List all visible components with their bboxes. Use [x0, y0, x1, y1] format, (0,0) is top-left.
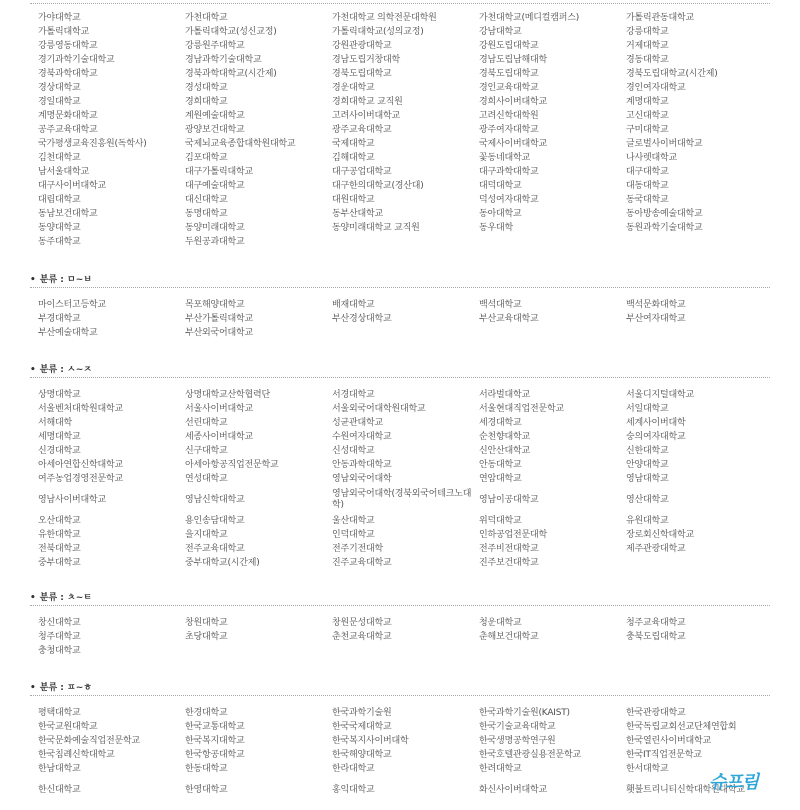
- school-link[interactable]: 용인송담대학교: [185, 516, 245, 526]
- school-link[interactable]: 경동대학교: [626, 55, 669, 65]
- school-link: [626, 326, 773, 340]
- school-row: [38, 67, 778, 81]
- school-link[interactable]: 초당대학교: [185, 632, 228, 642]
- school-link[interactable]: 경운대학교: [332, 83, 375, 93]
- school-link[interactable]: 선린대학교: [185, 418, 228, 428]
- school-link[interactable]: 경희대학교: [185, 97, 228, 107]
- school-link[interactable]: 한라대학교: [332, 764, 375, 774]
- school-link[interactable]: 연암대학교: [479, 474, 522, 484]
- school-row: [38, 630, 778, 644]
- school-link[interactable]: 대구대학교: [626, 167, 669, 177]
- section-prefix: 분류: [39, 275, 58, 285]
- school-link[interactable]: 나사렛대학교: [626, 153, 677, 163]
- school-row: [38, 416, 778, 430]
- school-row: [38, 109, 778, 123]
- school-link[interactable]: 덕성여자대학교: [479, 195, 539, 205]
- school-link[interactable]: 한국해양대학교: [332, 750, 392, 760]
- section-group-4: [38, 616, 778, 658]
- school-link[interactable]: 김천대학교: [38, 153, 81, 163]
- school-link[interactable]: 중부대학교(시간제): [185, 558, 260, 568]
- school-link[interactable]: 가천대학교(메디컬캠퍼스): [479, 13, 580, 23]
- school-row: [38, 776, 778, 804]
- school-row: [38, 616, 778, 630]
- school-row: [38, 458, 778, 472]
- school-link[interactable]: 광주여자대학교: [479, 125, 539, 135]
- school-link[interactable]: 전주기전대학: [332, 544, 383, 554]
- school-link[interactable]: 대구사이버대학교: [38, 181, 106, 191]
- section-range: ㅁ~ㅂ: [67, 275, 92, 285]
- school-link[interactable]: 영남외국어대학(경북외국어테크노대학): [332, 489, 472, 510]
- school-link[interactable]: 세종사이버대학교: [185, 432, 253, 442]
- school-link[interactable]: 경북도립대학교(시간제): [626, 69, 718, 79]
- school-link: [185, 644, 332, 658]
- school-link[interactable]: 강원도립대학교: [479, 41, 539, 51]
- school-link[interactable]: 경인여자대학교: [626, 83, 686, 93]
- school-link[interactable]: 안동대학교: [479, 460, 522, 470]
- school-link[interactable]: 화신사이버대학교: [479, 784, 547, 795]
- school-row: [38, 221, 778, 235]
- school-link[interactable]: 장로회신학대학교: [626, 530, 694, 540]
- school-row: [38, 95, 778, 109]
- school-link[interactable]: 한국과학기술원: [332, 708, 392, 718]
- school-link[interactable]: 강남대학교: [479, 27, 522, 37]
- school-row: [38, 193, 778, 207]
- school-link[interactable]: 국제대학교: [332, 139, 375, 149]
- school-link[interactable]: 경남도립거창대학: [332, 55, 400, 65]
- school-link[interactable]: 한경대학교: [185, 708, 228, 718]
- school-link[interactable]: 가야대학교: [38, 13, 81, 23]
- school-row: [38, 312, 778, 326]
- school-link[interactable]: 부경대학교: [38, 314, 81, 324]
- school-link: [626, 556, 773, 570]
- school-link: [479, 644, 626, 658]
- school-link[interactable]: 동우대학: [479, 223, 513, 233]
- school-row: [38, 644, 778, 658]
- school-link[interactable]: 가천대학교 의학전문대학원: [332, 13, 437, 23]
- school-link[interactable]: 서라벌대학교: [479, 390, 530, 400]
- school-link[interactable]: 유한대학교: [38, 530, 81, 540]
- school-row: [38, 402, 778, 416]
- school-link[interactable]: 경성대학교: [185, 83, 228, 93]
- school-link[interactable]: 신성대학교: [332, 446, 375, 456]
- school-link[interactable]: 서해대학: [38, 418, 72, 428]
- school-link[interactable]: 동주대학교: [38, 237, 81, 247]
- school-link[interactable]: 평택대학교: [38, 708, 81, 718]
- school-link[interactable]: 청주대학교: [38, 632, 81, 642]
- school-link[interactable]: 상명대학교산학협력단: [185, 390, 270, 400]
- school-link[interactable]: 경일대학교: [38, 97, 81, 107]
- bullet-icon: •: [30, 365, 36, 375]
- section-range: ㅍ~ㅎ: [67, 683, 92, 693]
- school-link[interactable]: 백석대학교: [479, 300, 522, 310]
- school-link[interactable]: 배재대학교: [332, 300, 375, 310]
- school-link[interactable]: 영남사이버대학교: [38, 494, 106, 505]
- school-link[interactable]: 창신대학교: [38, 618, 81, 628]
- school-row: [38, 556, 778, 570]
- school-link[interactable]: 한국교원대학교: [38, 722, 98, 732]
- school-link[interactable]: 한서대학교: [626, 764, 669, 774]
- section-prefix: 분류: [39, 683, 58, 693]
- school-link[interactable]: 한국열린사이버대학교: [626, 736, 711, 746]
- school-link[interactable]: 한국독립교회선교단체연합회: [626, 722, 737, 732]
- school-row: [38, 748, 778, 762]
- school-link: [479, 235, 626, 249]
- school-link[interactable]: 강릉영동대학교: [38, 41, 98, 51]
- section-group-3: [38, 388, 778, 570]
- school-link[interactable]: 숭의여자대학교: [626, 432, 686, 442]
- school-link[interactable]: 한국호텔관광실용전문학교: [479, 750, 581, 760]
- school-link[interactable]: 한국기술교육대학교: [479, 722, 556, 732]
- school-row: [38, 123, 778, 137]
- school-link: [332, 235, 479, 249]
- school-row: [38, 11, 778, 25]
- school-link[interactable]: 가톨릭관동대학교: [626, 13, 694, 23]
- school-link[interactable]: 신경대학교: [38, 446, 81, 456]
- school-link[interactable]: 가톨릭대학교(성의교정): [332, 27, 424, 37]
- school-link[interactable]: 전주비전대학교: [479, 544, 539, 554]
- school-link[interactable]: 강릉원주대학교: [185, 41, 245, 51]
- school-link[interactable]: 국가평생교육진흥원(독학사): [38, 139, 147, 149]
- bullet-icon: •: [30, 275, 36, 285]
- school-link[interactable]: 제주관광대학교: [626, 544, 686, 554]
- school-link[interactable]: 신구대학교: [185, 446, 228, 456]
- school-link[interactable]: 경북과학대학교(시간제): [185, 69, 277, 79]
- school-link[interactable]: 한국생명공학연구원: [479, 736, 556, 746]
- school-link[interactable]: 연성대학교: [185, 474, 228, 484]
- school-link[interactable]: 아세아연합신학대학교: [38, 460, 123, 470]
- school-link[interactable]: 목포해양대학교: [185, 300, 245, 310]
- school-link[interactable]: 구미대학교: [626, 125, 669, 135]
- school-row: [38, 81, 778, 95]
- school-link[interactable]: 여주농업경영전문학교: [38, 474, 123, 484]
- school-link[interactable]: 동국대학교: [626, 195, 669, 205]
- section-range: ㅊ~ㅌ: [67, 593, 92, 603]
- school-row: [38, 25, 778, 39]
- school-link[interactable]: 동양미래대학교: [185, 223, 245, 233]
- section-divider: [30, 605, 770, 606]
- section-group-2: [38, 298, 778, 340]
- school-link[interactable]: 부산교육대학교: [479, 314, 539, 324]
- school-link[interactable]: 경희대학교 교직원: [332, 97, 403, 107]
- school-link[interactable]: 가톨릭대학교(성신교정): [185, 27, 277, 37]
- school-link[interactable]: 위덕대학교: [479, 516, 522, 526]
- school-link[interactable]: 을지대학교: [185, 530, 228, 540]
- school-link[interactable]: 경북도립대학교: [479, 69, 539, 79]
- school-link[interactable]: 경북도립대학교: [332, 69, 392, 79]
- school-row: [38, 388, 778, 402]
- section-header-mb: [30, 272, 770, 290]
- school-link[interactable]: 부산경상대학교: [332, 314, 392, 324]
- section-title: • 분류 : ㅅ~ㅈ: [30, 365, 92, 375]
- school-link[interactable]: 계명대학교: [626, 97, 669, 107]
- section-divider: [30, 695, 770, 696]
- school-link[interactable]: 동명대학교: [185, 209, 228, 219]
- school-link[interactable]: 부산외국어대학교: [185, 328, 253, 338]
- school-link[interactable]: 경북과학대학교: [38, 69, 98, 79]
- school-link[interactable]: 경상대학교: [38, 83, 81, 93]
- school-link[interactable]: 김포대학교: [185, 153, 228, 163]
- school-link[interactable]: 청운대학교: [479, 618, 522, 628]
- school-link[interactable]: 경기과학기술대학교: [38, 55, 115, 65]
- school-row: [38, 39, 778, 53]
- school-link[interactable]: 창원대학교: [185, 618, 228, 628]
- school-link[interactable]: 영남신학대학교: [185, 494, 245, 505]
- school-link[interactable]: 대구한의대학교(경산대): [332, 181, 424, 191]
- school-link[interactable]: 고려사이버대학교: [332, 111, 400, 121]
- section-divider: [30, 287, 770, 288]
- school-link[interactable]: 동양대학교: [38, 223, 81, 233]
- school-row: [38, 151, 778, 165]
- school-link[interactable]: 동부산대학교: [332, 209, 383, 219]
- school-link[interactable]: 가톨릭대학교: [38, 27, 89, 37]
- school-link[interactable]: 부산가톨릭대학교: [185, 314, 253, 324]
- school-link[interactable]: 상명대학교: [38, 390, 81, 400]
- school-link[interactable]: 광양보건대학교: [185, 125, 245, 135]
- school-row: [38, 430, 778, 444]
- school-link[interactable]: 오산대학교: [38, 516, 81, 526]
- school-link[interactable]: 신안산대학교: [479, 446, 530, 456]
- school-link[interactable]: 인덕대학교: [332, 530, 375, 540]
- section-group-1: [38, 11, 778, 249]
- school-link: [332, 326, 479, 340]
- school-link[interactable]: 경남과학기술대학교: [185, 55, 262, 65]
- school-link[interactable]: 홍익대학교: [332, 784, 375, 795]
- school-link[interactable]: 계명문화대학교: [38, 111, 98, 121]
- school-link[interactable]: 춘천교육대학교: [332, 632, 392, 642]
- school-row: [38, 165, 778, 179]
- school-row: [38, 762, 778, 776]
- school-link[interactable]: 글로벌사이버대학교: [626, 139, 703, 149]
- school-link[interactable]: 전주교육대학교: [185, 544, 245, 554]
- school-link[interactable]: 영남대학교: [626, 474, 669, 484]
- school-link[interactable]: 동아방송예술대학교: [626, 209, 703, 219]
- school-link[interactable]: 영남외국어대학: [332, 474, 392, 484]
- school-link[interactable]: 동원과학기술대학교: [626, 223, 703, 233]
- school-link[interactable]: 가천대학교: [185, 13, 228, 23]
- school-link: [626, 235, 773, 249]
- school-link[interactable]: 충북도립대학교: [626, 632, 686, 642]
- school-link[interactable]: 안양대학교: [626, 460, 669, 470]
- school-link[interactable]: 한국문화예술직업전문학교: [38, 736, 140, 746]
- school-link[interactable]: 강원관광대학교: [332, 41, 392, 51]
- school-link[interactable]: 서경대학교: [332, 390, 375, 400]
- school-link[interactable]: 한국항공대학교: [185, 750, 245, 760]
- school-link[interactable]: 경인교육대학교: [479, 83, 539, 93]
- school-link[interactable]: 한국교통대학교: [185, 722, 245, 732]
- school-link[interactable]: 서울현대직업전문학교: [479, 404, 564, 414]
- school-link[interactable]: 순천향대학교: [479, 432, 530, 442]
- school-row: [38, 207, 778, 221]
- school-link[interactable]: 남서울대학교: [38, 167, 89, 177]
- school-link[interactable]: 대구공업대학교: [332, 167, 392, 177]
- school-link[interactable]: 두원공과대학교: [185, 237, 245, 247]
- school-link[interactable]: 한국국제대학교: [332, 722, 392, 732]
- school-link: [479, 326, 626, 340]
- school-link[interactable]: 광주교육대학교: [332, 125, 392, 135]
- watermark-logo: 슈프림: [708, 772, 758, 793]
- school-link[interactable]: 세경대학교: [479, 418, 522, 428]
- school-row: [38, 720, 778, 734]
- school-link[interactable]: 대원대학교: [332, 195, 375, 205]
- school-link[interactable]: 청주교육대학교: [626, 618, 686, 628]
- section-range: ㅅ~ㅈ: [67, 365, 92, 375]
- school-link[interactable]: 한국침례신학대학교: [38, 750, 115, 760]
- school-link[interactable]: 마이스터고등학교: [38, 300, 106, 310]
- school-row: [38, 298, 778, 312]
- school-row: [38, 514, 778, 528]
- school-link[interactable]: 한남대학교: [38, 764, 81, 774]
- school-link[interactable]: 유원대학교: [626, 516, 669, 526]
- section-prefix: 분류: [39, 365, 58, 375]
- section-divider: [30, 377, 770, 378]
- school-link[interactable]: 영산대학교: [626, 494, 669, 505]
- school-row: [38, 235, 778, 249]
- section-header-sj: [30, 362, 770, 380]
- school-link[interactable]: 한영대학교: [185, 784, 228, 795]
- school-row: [38, 444, 778, 458]
- school-link[interactable]: 부산여자대학교: [626, 314, 686, 324]
- school-link[interactable]: 대신대학교: [185, 195, 228, 205]
- school-link[interactable]: 김해대학교: [332, 153, 375, 163]
- school-link[interactable]: 고려신학대학원: [479, 111, 539, 121]
- school-link: [626, 644, 773, 658]
- school-link[interactable]: 세명대학교: [38, 432, 81, 442]
- school-link[interactable]: 인하공업전문대학: [479, 530, 547, 540]
- school-link: [332, 644, 479, 658]
- school-link[interactable]: 한국복지대학교: [185, 736, 245, 746]
- school-link[interactable]: 수원여자대학교: [332, 432, 392, 442]
- section-header-ph: [30, 680, 770, 698]
- school-link[interactable]: 공주교육대학교: [38, 125, 98, 135]
- school-link[interactable]: 대구예술대학교: [185, 181, 245, 191]
- school-link[interactable]: 대덕대학교: [479, 181, 522, 191]
- school-link[interactable]: 대동대학교: [626, 181, 669, 191]
- bullet-icon: •: [30, 593, 36, 603]
- school-link[interactable]: 서울벤처대학원대학교: [38, 404, 123, 414]
- school-link[interactable]: 춘해보건대학교: [479, 632, 539, 642]
- school-link[interactable]: 한신대학교: [38, 784, 81, 795]
- section-title: • 분류 : ㅁ~ㅂ: [30, 275, 92, 285]
- school-row: [38, 326, 778, 340]
- school-link[interactable]: 울산대학교: [332, 516, 375, 526]
- school-row: [38, 53, 778, 67]
- school-link[interactable]: 거제대학교: [626, 41, 669, 51]
- school-link[interactable]: 부산예술대학교: [38, 328, 98, 338]
- school-link[interactable]: 대림대학교: [38, 195, 81, 205]
- school-link[interactable]: 대구과학대학교: [479, 167, 539, 177]
- section-title: • 분류 : ㅊ~ㅌ: [30, 593, 92, 603]
- school-link[interactable]: 영남이공대학교: [479, 494, 539, 505]
- school-link[interactable]: 경남도립남해대학: [479, 55, 547, 65]
- school-link[interactable]: 한국관광대학교: [626, 708, 686, 718]
- school-link[interactable]: 세계사이버대학: [626, 418, 686, 428]
- school-link[interactable]: 아세아항공직업전문학교: [185, 460, 279, 470]
- school-link[interactable]: 국제뇌교육종합대학원대학교: [185, 139, 296, 149]
- school-link[interactable]: 대구가톨릭대학교: [185, 167, 253, 177]
- school-link[interactable]: 서울외국어대학원대학교: [332, 404, 426, 414]
- school-link[interactable]: 안동과학대학교: [332, 460, 392, 470]
- school-link[interactable]: 중부대학교: [38, 558, 81, 568]
- school-link[interactable]: 동남보건대학교: [38, 209, 98, 219]
- school-link[interactable]: 한국과학기술원(KAIST): [479, 708, 570, 718]
- school-link[interactable]: 진주보건대학교: [479, 558, 539, 568]
- bullet-icon: •: [30, 683, 36, 693]
- section-title: • 분류 : ㅍ~ㅎ: [30, 683, 92, 693]
- school-link[interactable]: 성균관대학교: [332, 418, 383, 428]
- school-link[interactable]: 한국복지사이버대학: [332, 736, 409, 746]
- school-link[interactable]: 백석문화대학교: [626, 300, 686, 310]
- school-link[interactable]: 신한대학교: [626, 446, 669, 456]
- school-link[interactable]: 경희사이버대학교: [479, 97, 547, 107]
- school-link[interactable]: 충청대학교: [38, 646, 81, 656]
- school-row: [38, 472, 778, 486]
- school-link[interactable]: 한려대학교: [479, 764, 522, 774]
- school-link[interactable]: 진주교육대학교: [332, 558, 392, 568]
- school-link[interactable]: 한동대학교: [185, 764, 228, 774]
- school-row: [38, 542, 778, 556]
- section-group-5: [38, 706, 778, 804]
- section-header-ct: [30, 590, 770, 608]
- school-link[interactable]: 고신대학교: [626, 111, 669, 121]
- school-link[interactable]: 전북대학교: [38, 544, 81, 554]
- school-link[interactable]: 서울디지털대학교: [626, 390, 694, 400]
- school-row: [38, 734, 778, 748]
- school-row: [38, 137, 778, 151]
- school-link[interactable]: 횃불트리니티신학대학원대학교: [626, 784, 745, 795]
- school-link[interactable]: 국제사이버대학교: [479, 139, 547, 149]
- school-link[interactable]: 서울사이버대학교: [185, 404, 253, 414]
- top-divider: [30, 3, 770, 4]
- school-link[interactable]: 서일대학교: [626, 404, 669, 414]
- school-row: [38, 706, 778, 720]
- school-link[interactable]: 꽃동네대학교: [479, 153, 530, 163]
- school-row: [38, 486, 778, 514]
- school-link[interactable]: 동아대학교: [479, 209, 522, 219]
- school-row: [38, 528, 778, 542]
- school-link[interactable]: 계원예술대학교: [185, 111, 245, 121]
- school-link[interactable]: 동양미래대학교 교직원: [332, 223, 420, 233]
- school-link[interactable]: 창원문성대학교: [332, 618, 392, 628]
- section-prefix: 분류: [39, 593, 58, 603]
- school-row: [38, 179, 778, 193]
- school-link[interactable]: 한국IT직업전문학교: [626, 750, 702, 760]
- school-link[interactable]: 강릉대학교: [626, 27, 669, 37]
